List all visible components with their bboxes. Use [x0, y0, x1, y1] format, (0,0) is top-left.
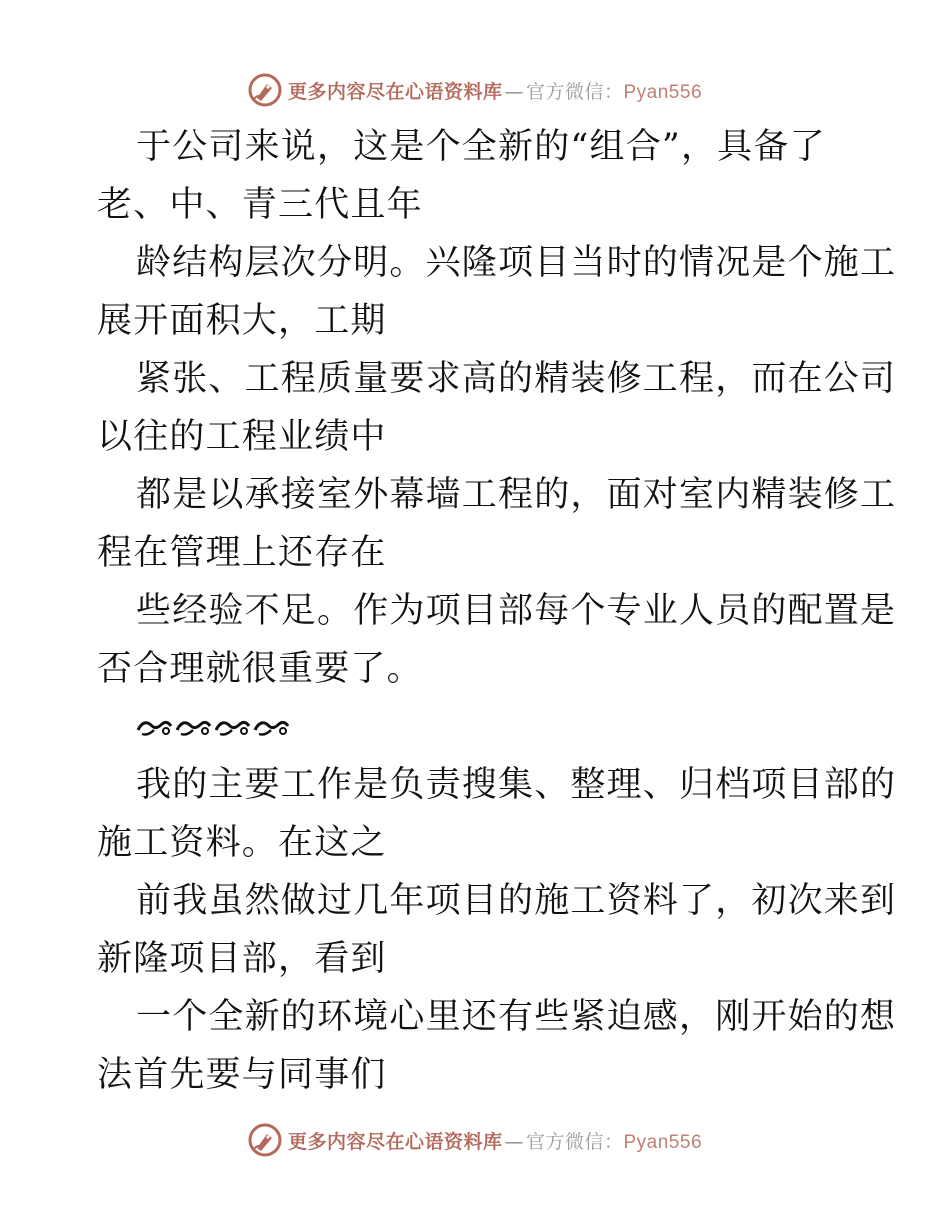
body-line: 施工资料。在这之: [97, 823, 387, 863]
body-line: 新隆项目部，看到: [97, 939, 387, 979]
body-line: 我的主要工作是负责搜集、整理、归档项目部的: [136, 765, 897, 805]
header-brand-main: 更多内容尽在心语资料库: [287, 80, 503, 103]
body-line: 老、中、青三代且年: [97, 185, 423, 225]
body-line: 否合理就很重要了。: [97, 649, 423, 689]
body-line: 于公司来说，这是个全新的“组合”，具备了: [136, 127, 826, 167]
header-brand-separator: —: [504, 80, 524, 103]
footer-wechat-id: Pyan556: [623, 1131, 703, 1153]
floral-divider-icon: [136, 716, 173, 738]
document-body: [97, 118, 897, 1104]
body-line: 些经验不足。作为项目部每个专业人员的配置是: [136, 591, 897, 631]
body-line: 法首先要与同事们: [97, 1055, 387, 1095]
pen-nib-logo-icon: [248, 73, 282, 107]
footer-wechat-label: 官方微信：: [525, 1130, 624, 1153]
body-line: 紧张、工程质量要求高的精装修工程，而在公司: [136, 359, 897, 399]
body-line: 展开面积大，工期: [97, 301, 387, 341]
footer-brand-text: [288, 1127, 702, 1154]
body-line: 程在管理上还存在: [97, 533, 387, 573]
floral-divider-icon: [175, 716, 212, 738]
header-brand-bar: [0, 70, 950, 110]
header-wechat-label: 官方微信：: [525, 80, 624, 103]
body-line: 都是以承接室外幕墙工程的，面对室内精装修工: [136, 475, 897, 515]
header-wechat-id: Pyan556: [623, 81, 703, 103]
body-line: 龄结构层次分明。兴隆项目当时的情况是个施工: [136, 243, 897, 283]
pen-nib-logo-icon: [248, 1123, 282, 1157]
floral-divider-icon: [214, 716, 251, 738]
body-line: 前我虽然做过几年项目的施工资料了，初次来到: [136, 881, 897, 921]
body-line: 一个全新的环境心里还有些紧迫感，刚开始的想: [136, 997, 897, 1037]
header-brand-text: [288, 77, 702, 104]
footer-brand-main: 更多内容尽在心语资料库: [287, 1130, 503, 1153]
body-line: 以往的工程业绩中: [97, 417, 387, 457]
footer-brand-bar: [0, 1120, 950, 1160]
floral-divider-icon: [253, 716, 290, 738]
ornament-divider: [97, 698, 867, 756]
footer-brand-separator: —: [504, 1130, 524, 1153]
